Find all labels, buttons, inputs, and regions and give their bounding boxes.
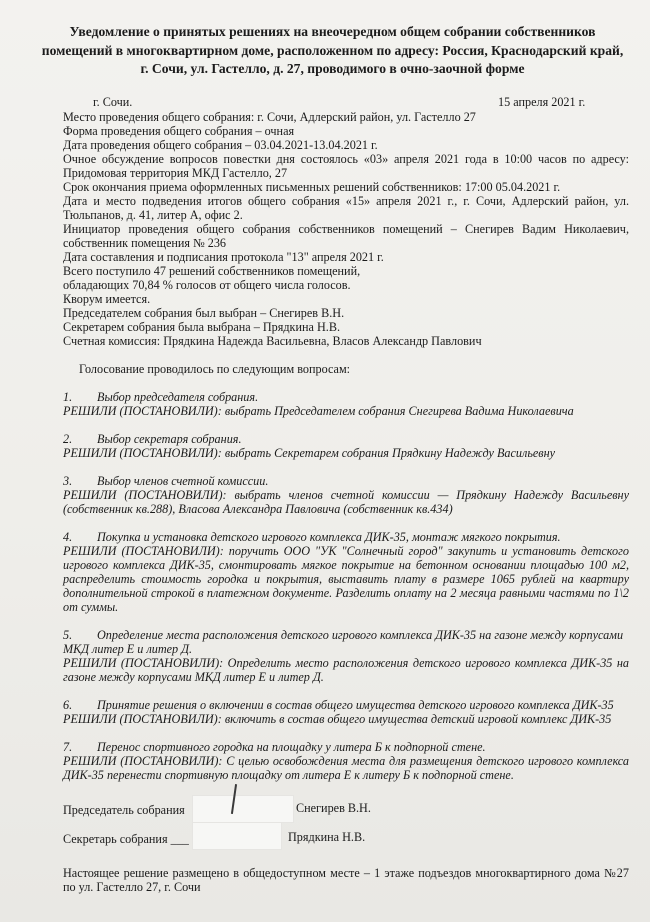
agenda-item-3 xyxy=(63,474,268,488)
item-number: 4. xyxy=(63,530,73,544)
item-decision: РЕШИЛИ (ПОСТАНОВИЛИ): включить в состав общего имущества детский игровой комплекс ДИК-35 xyxy=(63,712,612,726)
info-line: Дата проведения общего собрания – 03.04.2021-13.04.2021 г. xyxy=(63,138,378,152)
info-line: Счетная комиссия: Прядкина Надежда Васильевна, Власов Александр Павлович xyxy=(63,334,482,348)
info-line: обладающих 70,84 % голосов от общего числа голосов. xyxy=(63,278,351,292)
item-heading: Выбор председателя собрания. xyxy=(97,390,259,404)
signature-name-chairman: Снегирев В.Н. xyxy=(296,801,371,815)
item-decision: ДИК-35 перенести спортивную площадку от литера Е к литеру Б к подпорной стене. xyxy=(63,768,514,782)
info-line: Секретарем собрания была выбрана – Прядкина Н.В. xyxy=(63,320,341,334)
info-line: Срок окончания приема оформленных письменных решений собственников: 17:00 05.04.2021 г. xyxy=(63,180,561,194)
item-heading: Выбор секретаря собрания. xyxy=(97,432,242,446)
item-number: 3. xyxy=(63,474,73,488)
footer-line: по ул. Гастелло 27, г. Сочи xyxy=(63,880,201,894)
redacted-signature xyxy=(192,822,282,850)
item-heading: Определение места расположения детского игрового комплекса ДИК-35 на газоне между корпусами xyxy=(97,628,624,642)
item-number: 7. xyxy=(63,740,73,754)
item-number: 6. xyxy=(63,698,73,712)
item-heading: Принятие решения о включении в состав общего имущества детского игрового комплекса ДИК-35 xyxy=(97,698,614,712)
document-date: 15 апреля 2021 г. xyxy=(498,95,586,109)
agenda-item-6 xyxy=(63,698,614,712)
item-number: 1. xyxy=(63,390,73,404)
item-decision: РЕШИЛИ (ПОСТАНОВИЛИ): выбрать Председателем собрания Снегирева Вадима Николаевича xyxy=(63,404,574,418)
info-line: Инициатор проведения общего собрания собственников помещений – Снегирев Вадим Николаевич, xyxy=(63,222,629,236)
info-line: Всего поступило 47 решений собственников помещений, xyxy=(63,264,361,278)
item-decision: (собственник кв.288), Власова Александра Павловича (собственник кв.434) xyxy=(63,502,453,516)
signature-name-secretary: Прядкина Н.В. xyxy=(288,830,366,844)
footer-line: Настоящее решение размещено в общедоступном месте – 1 этаже подъездов многоквартирного дома №27 xyxy=(63,866,629,880)
agenda-item-5 xyxy=(63,628,629,642)
signature-label-chairman: Председатель собрания xyxy=(63,803,185,817)
info-line: Форма проведения общего собрания – очная xyxy=(63,124,295,138)
item-decision: газоне между корпусами МКД литер Е и литер Д. xyxy=(63,670,324,684)
agenda-item-7 xyxy=(63,740,486,754)
item-decision: РЕШИЛИ (ПОСТАНОВИЛИ): выбрать Секретарем собрания Прядкину Надежду Васильевну xyxy=(63,446,556,460)
info-line: собственник помещения № 236 xyxy=(63,236,227,250)
document-city: г. Сочи. xyxy=(93,95,133,109)
agenda-item-4 xyxy=(63,530,561,544)
voting-intro: Голосование проводилось по следующим вопросам: xyxy=(79,362,351,376)
item-decision: РЕШИЛИ (ПОСТАНОВИЛИ): С целью освобождения места для размещения детского игрового комплекса xyxy=(63,754,629,768)
agenda-item-2 xyxy=(63,432,242,446)
item-decision: распределить стоимость городка и покрытия, выставить плату в размере 1065 рублей на квартиру xyxy=(63,572,629,586)
agenda-item-1 xyxy=(63,390,258,404)
item-heading: Перенос спортивного городка на площадку у литера Б к подпорной стене. xyxy=(97,740,486,754)
item-decision: дополнительной строкой в платежном документе. Разделить оплату на 2 месяца равными частями по 1\2 xyxy=(63,586,629,600)
info-line: Председателем собрания был выбран – Снегирев В.Н. xyxy=(63,306,345,320)
info-line: Очное обсуждение вопросов повестки дня состоялось «03» апреля 2021 года в 10:00 часов по адресу: xyxy=(63,152,629,166)
item-decision: РЕШИЛИ (ПОСТАНОВИЛИ): выбрать членов счетной комиссии — Прядкину Надежду Васильевну xyxy=(63,488,629,502)
item-number: 5. xyxy=(63,628,73,642)
info-line: Дата составления и подписания протокола "13" апреля 2021 г. xyxy=(63,250,384,264)
item-decision: РЕШИЛИ (ПОСТАНОВИЛИ): поручить ООО "УК "Солнечный город" закупить и установить детского xyxy=(63,544,629,558)
info-line: Дата и место подведения итогов общего собрания «15» апреля 2021 г., г. Сочи, Адлерский район, ул. xyxy=(63,194,629,208)
item-heading: Выбор членов счетной комиссии. xyxy=(97,474,269,488)
info-line: Придомовая территория МКД Гастелло, 27 xyxy=(63,166,288,180)
signature-label-secretary: Секретарь собрания ___ xyxy=(63,832,189,846)
item-decision: игрового комплекса ДИК-35, смонтировать мягкое покрытие на бетонном основании площадью 100 м2, xyxy=(63,558,629,572)
document-title: Уведомление о принятых решениях на внеочередном общем собрании собственников помещений в многоквартирном доме, расположенном по адресу: Россия, Краснодарский край, г. Сочи, ул. Гастелло, д. 27, проводимого в очно-заочной форме xyxy=(41,24,624,76)
info-line: Тюльпанов, д. 41, литер А, офис 2. xyxy=(63,208,243,222)
item-decision: РЕШИЛИ (ПОСТАНОВИЛИ): Определить место расположения детского игрового комплекса ДИК-35 на xyxy=(63,656,629,670)
info-line: Кворум имеется. xyxy=(63,292,151,306)
item-decision: от суммы. xyxy=(63,600,119,614)
redacted-signature xyxy=(192,795,294,823)
item-heading: Покупка и установка детского игрового комплекса ДИК-35, монтаж мягкого покрытия. xyxy=(97,530,561,544)
item-number: 2. xyxy=(63,432,73,446)
item-heading-cont: МКД литер Е и литер Д. xyxy=(63,642,192,656)
info-line: Место проведения общего собрания: г. Сочи, Адлерский район, ул. Гастелло 27 xyxy=(63,110,476,124)
